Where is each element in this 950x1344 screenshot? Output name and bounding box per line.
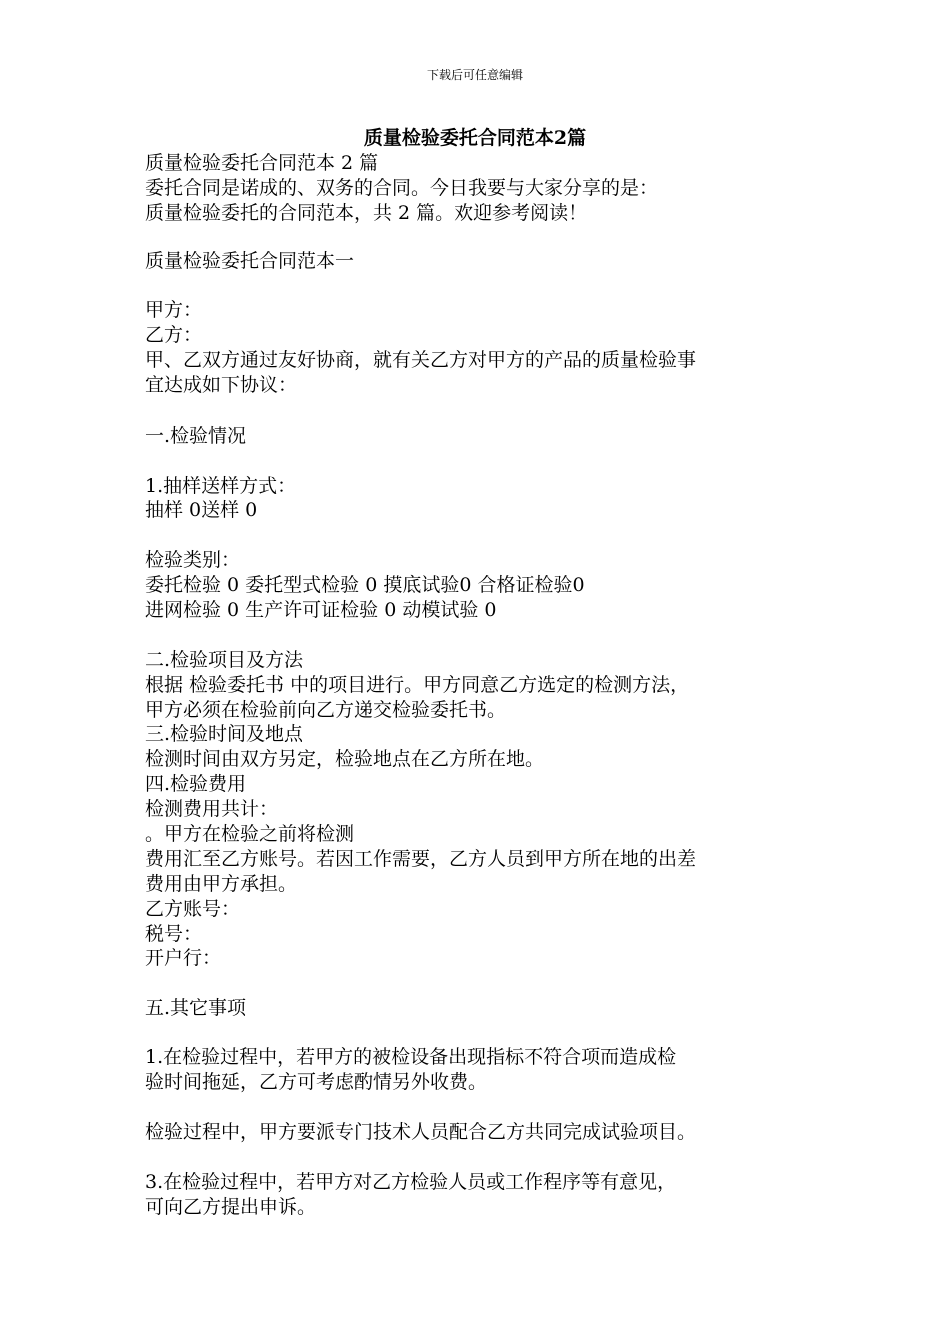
body-line: 检验过程中，甲方要派专门技术人员配合乙方共同完成试验项目。 bbox=[145, 1121, 697, 1143]
body-line: 1.抽样送样方式： bbox=[145, 475, 297, 497]
body-line: 乙方： bbox=[145, 324, 203, 346]
body-line: 乙方账号： bbox=[145, 898, 241, 920]
body-line: 可向乙方提出申诉。 bbox=[145, 1196, 317, 1218]
body-line: 验时间拖延，乙方可考虑酌情另外收费。 bbox=[145, 1071, 488, 1093]
section-heading: 一.检验情况 bbox=[145, 425, 247, 447]
section-heading: 五.其它事项 bbox=[145, 997, 247, 1019]
body-line: 质量检验委托的合同范本，共 2 篇。欢迎参考阅读！ bbox=[145, 202, 588, 224]
body-line: 1.在检验过程中，若甲方的被检设备出现指标不符合项而造成检 bbox=[145, 1046, 677, 1068]
body-line: 质量检验委托合同范本 2 篇 bbox=[145, 152, 379, 174]
body-line: 委托合同是诺成的、双务的合同。今日我要与大家分享的是： bbox=[145, 177, 659, 199]
section-heading: 二.检验项目及方法 bbox=[145, 649, 304, 671]
body-line: 检测时间由双方另定，检验地点在乙方所在地。 bbox=[145, 748, 545, 770]
document-title: 质量检验委托合同范本2篇 bbox=[363, 127, 587, 149]
section-heading: 四.检验费用 bbox=[145, 773, 247, 795]
body-line: 抽样 0送样 0 bbox=[145, 499, 258, 521]
body-line: 检验类别： bbox=[145, 549, 241, 571]
body-line: 。甲方在检验之前将检测 bbox=[145, 823, 355, 845]
body-line: 根据 检验委托书 中的项目进行。甲方同意乙方选定的检测方法， bbox=[145, 674, 690, 696]
body-line: 税号： bbox=[145, 923, 203, 945]
body-line: 开户行： bbox=[145, 947, 222, 969]
body-line: 甲、乙双方通过友好协商，就有关乙方对甲方的产品的质量检验事 bbox=[145, 349, 697, 371]
section-heading: 质量检验委托合同范本一 bbox=[145, 250, 355, 272]
body-line: 甲方： bbox=[145, 299, 203, 321]
body-line: 进网检验 0 生产许可证检验 0 动模试验 0 bbox=[145, 599, 497, 621]
body-line: 3.在检验过程中，若甲方对乙方检验人员或工作程序等有意见， bbox=[145, 1171, 677, 1193]
body-line: 检测费用共计： bbox=[145, 798, 279, 820]
body-line: 费用汇至乙方账号。若因工作需要，乙方人员到甲方所在地的出差 bbox=[145, 848, 697, 870]
body-line: 甲方必须在检验前向乙方递交检验委托书。 bbox=[145, 699, 507, 721]
section-heading: 三.检验时间及地点 bbox=[145, 723, 304, 745]
body-line: 费用由甲方承担。 bbox=[145, 873, 298, 895]
header-note: 下载后可任意编辑 bbox=[426, 68, 523, 82]
body-line: 委托检验 0 委托型式检验 0 摸底试验0 合格证检验0 bbox=[145, 574, 585, 596]
body-line: 宜达成如下协议： bbox=[145, 374, 298, 396]
